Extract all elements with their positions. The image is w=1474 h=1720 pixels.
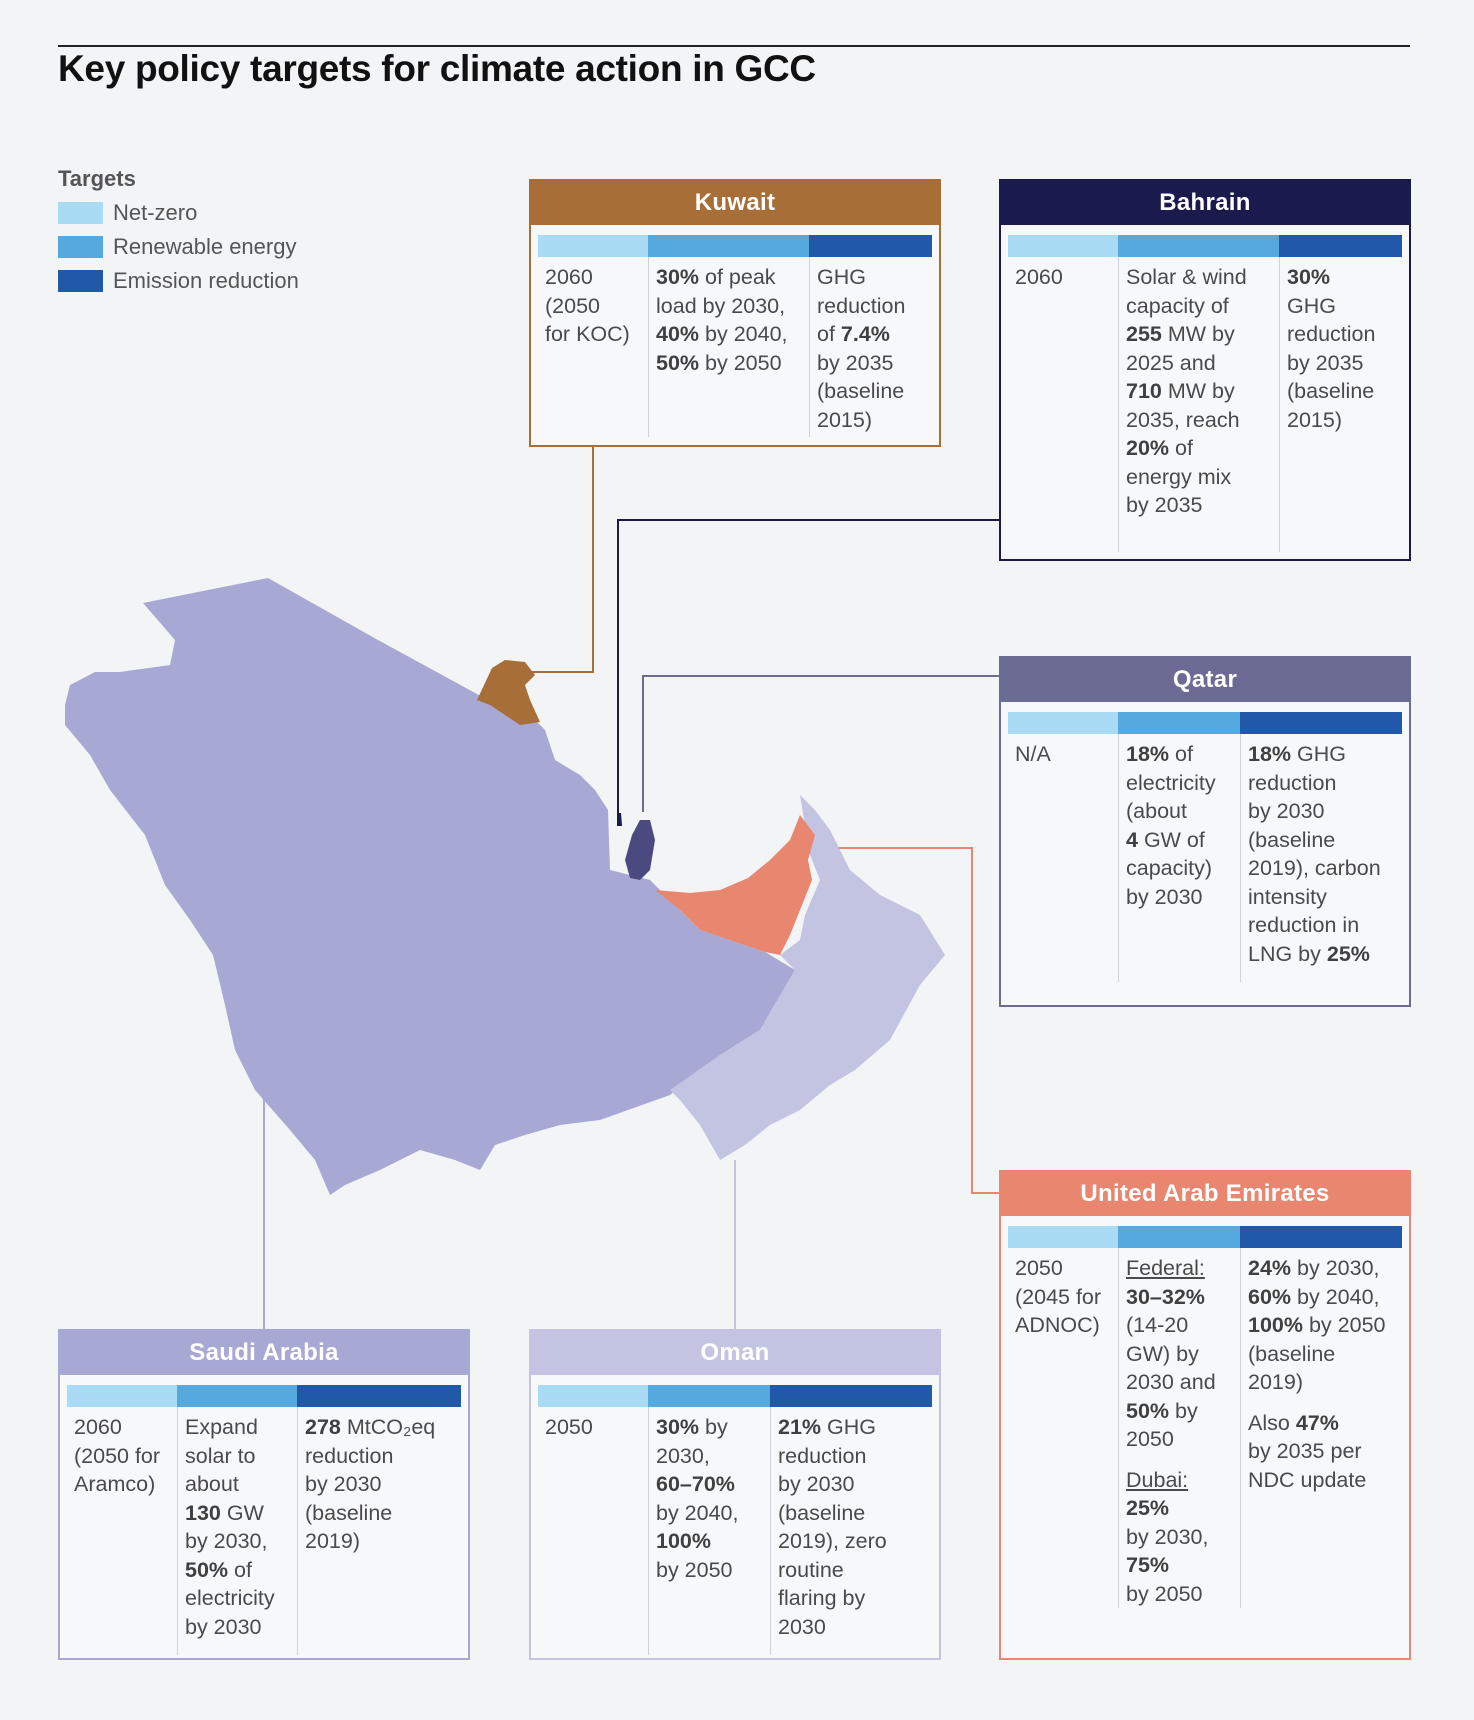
target-value: 40% bbox=[656, 322, 700, 346]
emission-target bbox=[1240, 734, 1402, 982]
net-zero-bar bbox=[1008, 235, 1118, 257]
target-text: Expand solar to about bbox=[185, 1415, 258, 1496]
target-value: 18% bbox=[1248, 742, 1292, 766]
target-value: 60–70% bbox=[656, 1472, 735, 1496]
target-text: GW by 2030, bbox=[185, 1500, 268, 1553]
target-value: 21% bbox=[778, 1415, 822, 1439]
target-bars bbox=[1008, 1226, 1402, 1248]
target-text: by 2050 (baseline 2019) bbox=[1248, 1313, 1386, 1394]
renewable-bar bbox=[1118, 235, 1279, 257]
target-value: 24% bbox=[1248, 1256, 1292, 1280]
emission-bar bbox=[770, 1385, 932, 1407]
target-value: 20% bbox=[1126, 436, 1170, 460]
renewable-target bbox=[1118, 1248, 1240, 1608]
target-value: 25% bbox=[1326, 941, 1370, 966]
target-value: 30% bbox=[656, 1415, 700, 1439]
target-value: 7.4% bbox=[840, 322, 890, 346]
page-title: Key policy targets for climate action in GCC bbox=[58, 48, 816, 89]
legend-label: Emission reduction bbox=[113, 268, 299, 293]
net-zero-target: N/A bbox=[1015, 742, 1051, 766]
target-value: 130 bbox=[185, 1500, 221, 1525]
target-value: 30% bbox=[656, 265, 700, 289]
target-text: GHG reduction of bbox=[817, 265, 906, 346]
target-value: 100% bbox=[1248, 1313, 1303, 1337]
net-zero-bar bbox=[1008, 1226, 1118, 1248]
renewable-bar bbox=[177, 1385, 297, 1407]
emission-target bbox=[1279, 257, 1402, 552]
target-bars bbox=[1008, 712, 1402, 734]
bahrain-header: Bahrain bbox=[1001, 181, 1409, 225]
net-zero-bar bbox=[538, 235, 648, 257]
target-text: Solar & wind capacity of bbox=[1126, 265, 1247, 318]
target-text: of electricity (about bbox=[1126, 742, 1216, 823]
target-scope-label: Federal: bbox=[1126, 1256, 1205, 1280]
emission-target bbox=[809, 257, 932, 437]
target-text: by 2030, bbox=[1126, 1524, 1209, 1549]
target-text: by 2050 bbox=[1126, 1581, 1203, 1606]
target-value: 4 bbox=[1126, 827, 1138, 852]
target-text: MW by 2025 and bbox=[1126, 322, 1235, 375]
target-text: of energy mix by 2035 bbox=[1126, 436, 1232, 517]
target-text: by 2030, bbox=[656, 1415, 728, 1468]
net-zero-target: 2060 (2050 for KOC) bbox=[545, 265, 630, 346]
renewable-bar bbox=[1118, 1226, 1240, 1248]
uae-card bbox=[999, 1170, 1411, 1660]
target-scope-label: Dubai: bbox=[1126, 1467, 1189, 1492]
target-bars bbox=[1008, 235, 1402, 257]
paragraph-spacer bbox=[1248, 1397, 1395, 1409]
emission-bar bbox=[1240, 1226, 1402, 1248]
target-text: by 2035 (baseline 2015) bbox=[817, 350, 905, 432]
target-text: MW by 2035, reach bbox=[1126, 379, 1240, 432]
bahrain-card bbox=[999, 179, 1411, 561]
target-value: 50% bbox=[185, 1557, 229, 1582]
oman-card bbox=[529, 1329, 941, 1660]
emission-bar bbox=[1240, 712, 1402, 734]
oman-header: Oman bbox=[531, 1331, 939, 1375]
target-text: MtCO₂eq reduction by 2030 (baseline 2019) bbox=[305, 1415, 436, 1553]
target-value: 30–32% bbox=[1126, 1284, 1205, 1309]
kuwait-connector bbox=[528, 443, 593, 672]
target-value: 255 bbox=[1126, 322, 1162, 346]
target-value: 100% bbox=[656, 1529, 711, 1553]
target-text: by 2040, bbox=[656, 1500, 739, 1525]
target-text: by 2050 bbox=[656, 1557, 733, 1582]
target-text: GHG reduction by 2030 (baseline 2019), carbon intensity reduction in LNG by bbox=[1248, 742, 1381, 966]
legend-label: Renewable energy bbox=[113, 234, 297, 259]
target-value: 50% bbox=[1126, 1398, 1170, 1423]
target-text: by 2050 bbox=[699, 350, 782, 375]
target-bars bbox=[538, 1385, 932, 1407]
qatar-header: Qatar bbox=[1001, 658, 1409, 702]
paragraph-spacer bbox=[1126, 1454, 1233, 1466]
renewable-bar bbox=[648, 235, 809, 257]
target-value: 47% bbox=[1295, 1410, 1339, 1435]
renewable-target bbox=[648, 257, 809, 437]
bahrain-region bbox=[617, 813, 622, 826]
target-value: 30% bbox=[1287, 265, 1331, 289]
bahrain-connector bbox=[618, 520, 1000, 818]
target-bars bbox=[538, 235, 932, 257]
uae-header: United Arab Emirates bbox=[1001, 1172, 1409, 1216]
target-text: Also bbox=[1248, 1410, 1296, 1435]
qatar-connector bbox=[643, 676, 1000, 812]
emission-bar bbox=[809, 235, 932, 257]
target-text: GW of capacity) by 2030 bbox=[1126, 827, 1213, 909]
target-value: 50% bbox=[656, 350, 700, 375]
target-value: 278 bbox=[305, 1415, 341, 1439]
legend-heading: Targets bbox=[58, 166, 136, 191]
target-text: by 2030, bbox=[1297, 1256, 1380, 1280]
kuwait-header: Kuwait bbox=[531, 181, 939, 225]
net-zero-target: 2060 bbox=[1015, 265, 1063, 289]
target-value: 25% bbox=[1126, 1496, 1170, 1520]
qatar-region bbox=[625, 820, 655, 880]
emission-target bbox=[1240, 1248, 1402, 1608]
target-text: by 2050 bbox=[1126, 1398, 1198, 1451]
emission-bar bbox=[297, 1385, 461, 1407]
net-zero-bar bbox=[538, 1385, 648, 1407]
emission-bar bbox=[1279, 235, 1402, 257]
target-text: (14-20 GW) by 2030 and bbox=[1126, 1313, 1216, 1394]
qatar-card bbox=[999, 656, 1411, 1007]
emission-target bbox=[770, 1407, 932, 1655]
net-zero-bar bbox=[67, 1385, 177, 1407]
net-zero-target: 2050 (2045 for ADNOC) bbox=[1015, 1256, 1102, 1337]
net-zero-target: 2060 (2050 for Aramco) bbox=[74, 1415, 161, 1496]
renewable-bar bbox=[648, 1385, 770, 1407]
target-text: by 2040, bbox=[705, 322, 788, 346]
target-value: 710 bbox=[1126, 379, 1162, 403]
kuwait-card bbox=[529, 179, 941, 447]
saudi-arabia-card bbox=[58, 1329, 470, 1660]
target-text: by 2040, bbox=[1297, 1284, 1380, 1309]
saudi-arabia-header: Saudi Arabia bbox=[60, 1331, 468, 1375]
target-text: of electricity by 2030 bbox=[185, 1557, 275, 1639]
target-text: GHG reduction by 2035 (baseline 2015) bbox=[1287, 293, 1376, 432]
net-zero-target: 2050 bbox=[545, 1415, 593, 1439]
renewable-target bbox=[177, 1407, 297, 1655]
renewable-target bbox=[1118, 734, 1240, 982]
target-value: 75% bbox=[1126, 1553, 1170, 1577]
target-text: GHG reduction by 2030 (baseline 2019), zero routine flaring by 2030 bbox=[778, 1415, 887, 1639]
emission-target bbox=[297, 1407, 461, 1655]
renewable-target bbox=[648, 1407, 770, 1655]
target-value: 60% bbox=[1248, 1284, 1292, 1309]
renewable-bar bbox=[1118, 712, 1240, 734]
target-text: by 2035 per NDC update bbox=[1248, 1439, 1367, 1492]
renewable-target bbox=[1118, 257, 1279, 552]
legend-label: Net-zero bbox=[113, 200, 198, 225]
net-zero-bar bbox=[1008, 712, 1118, 734]
target-bars bbox=[67, 1385, 461, 1407]
target-text: of peak load by 2030, bbox=[656, 265, 786, 318]
target-value: 18% bbox=[1126, 742, 1170, 766]
